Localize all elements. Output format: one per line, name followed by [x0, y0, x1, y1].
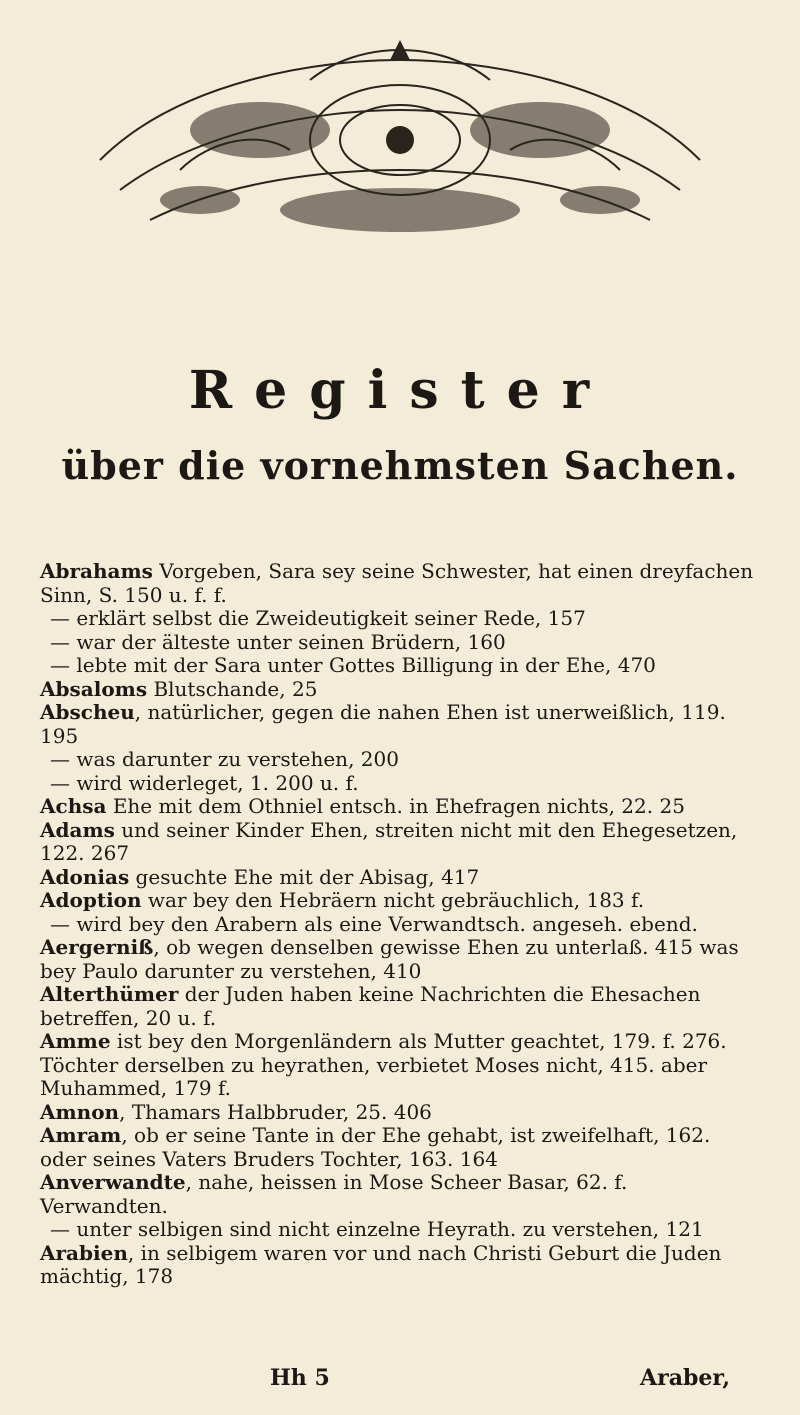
title-block: [0, 360, 800, 488]
entry-text: , Thamars Halbbruder, 25. 406: [119, 1099, 432, 1124]
register-entry: [40, 772, 760, 796]
entry-headword: Adonias: [40, 864, 130, 889]
register-entry: [40, 1124, 760, 1171]
entry-text: — was darunter zu verstehen, 200: [50, 747, 399, 771]
entry-text: , natürlicher, gegen die nahen Ehen ist unerweißlich, 119. 195: [40, 700, 726, 748]
entry-headword: Achsa: [40, 794, 107, 818]
entry-headword: Anverwandte: [40, 1170, 186, 1194]
register-entry: [40, 607, 760, 631]
register-entry: [40, 1218, 760, 1242]
register-entry: [40, 889, 760, 913]
entry-headword: Adoption: [40, 888, 142, 912]
register-entry: [40, 631, 760, 655]
entry-headword: Arabien: [40, 1240, 128, 1265]
register-entry: [40, 936, 760, 983]
register-entry: [40, 866, 760, 890]
entry-text: war bey den Hebräern nicht gebräuchlich, 183 f.: [141, 888, 645, 912]
catchword: Araber,: [640, 1365, 730, 1391]
entry-text: Blutschande, 25: [147, 676, 318, 701]
register-entry: [40, 654, 760, 678]
register-entry: [40, 748, 760, 772]
register-entry: [40, 560, 760, 607]
entry-headword: Amme: [40, 1029, 111, 1053]
register-entry: [40, 795, 760, 819]
entry-text: gesuchte Ehe mit der Abisag, 417: [129, 864, 480, 889]
entry-text: — unter selbigen sind nicht einzelne Heyrath. zu verstehen, 121: [50, 1217, 704, 1241]
entry-headword: Adams: [40, 817, 115, 842]
register-entry: [40, 1030, 760, 1101]
entry-text: — wird bey den Arabern als eine Verwandtsch. angeseh. ebend.: [50, 911, 698, 936]
register-entry: [40, 1101, 760, 1125]
entry-text: , ob wegen denselben gewisse Ehen zu unterlaß. 415 was bey Paulo darunter zu verstehen, 410: [40, 935, 739, 983]
page-title: Register: [188, 360, 612, 421]
entry-text: Ehe mit dem Othniel entsch. in Ehefragen nichts, 22. 25: [106, 794, 685, 818]
entry-headword: Alterthümer: [40, 982, 179, 1006]
register-entry: [40, 678, 760, 702]
register-entry: [40, 1171, 760, 1218]
entry-text: , ob er seine Tante in der Ehe gehabt, ist zweifelhaft, 162. oder seines Vaters Bruders Tochter, 163. 164: [40, 1123, 711, 1171]
entry-headword: Aergerniß: [40, 935, 154, 959]
entry-text: — wird widerleget, 1. 200 u. f.: [50, 770, 359, 795]
entry-text: , nahe, heissen in Mose Scheer Basar, 62. f. Verwandten.: [40, 1170, 628, 1218]
register-entry: [40, 701, 760, 748]
entry-text: und seiner Kinder Ehen, streiten nicht mit den Ehegesetzen, 122. 267: [40, 817, 738, 865]
register-entry: [40, 819, 760, 866]
entry-text: — erklärt selbst die Zweideutigkeit seiner Rede, 157: [50, 606, 586, 630]
entry-headword: Amram: [40, 1123, 122, 1147]
entry-text: — lebte mit der Sara unter Gottes Billigung in der Ehe, 470: [50, 653, 656, 677]
entry-headword: Absaloms: [40, 676, 148, 701]
signature-mark: Hh 5: [270, 1365, 330, 1391]
entry-headword: Abscheu: [40, 700, 135, 724]
entry-headword: Abrahams: [40, 559, 153, 583]
entry-text: — war der älteste unter seinen Brüdern, 160: [50, 629, 506, 654]
entry-text: Vorgeben, Sara sey seine Schwester, hat einen dreyfachen Sinn, S. 150 u. f. f.: [40, 559, 754, 607]
register-entry: [40, 1242, 760, 1289]
register-entries: [40, 560, 760, 1289]
entry-text: , in selbigem waren vor und nach Christi Geburt die Juden mächtig, 178: [40, 1240, 722, 1288]
entry-headword: Amnon: [40, 1099, 120, 1124]
ornamental-vignette: [60, 20, 740, 320]
entry-text: der Juden haben keine Nachrichten die Ehesachen betreffen, 20 u. f.: [40, 982, 701, 1030]
entry-text: ist bey den Morgenländern als Mutter geachtet, 179. f. 276. Töchter derselben zu heyrathen, verbietet Moses nicht, 415. aber Muhammed, 179 f.: [40, 1029, 727, 1100]
page-subtitle: über die vornehmsten Sachen.: [61, 443, 739, 488]
register-entry: [40, 983, 760, 1030]
register-entry: [40, 913, 760, 937]
